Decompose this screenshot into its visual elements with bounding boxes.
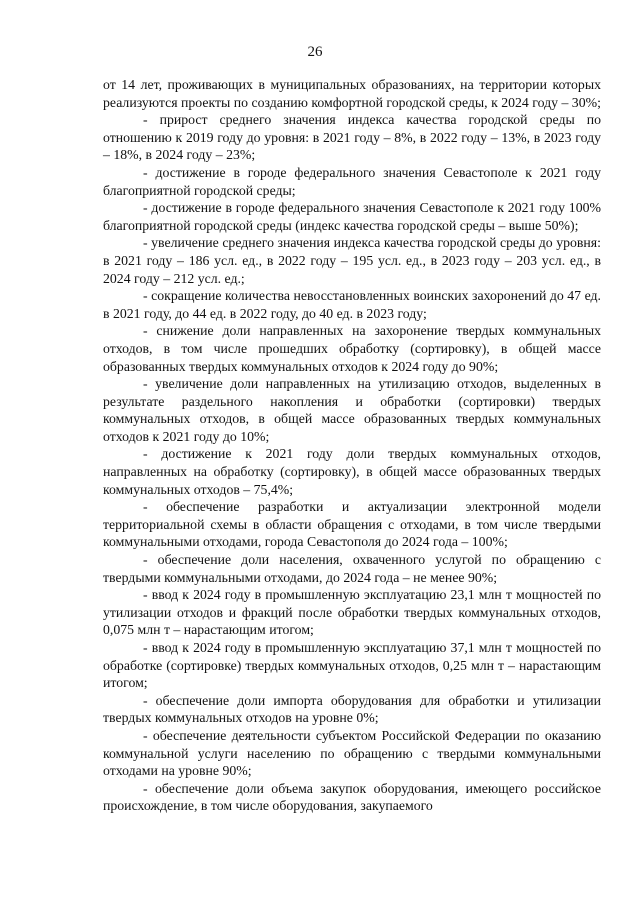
paragraph: - достижение к 2021 году доли твердых коммунальных отходов, направленных на обработку (сортировку), в общей массе образованных твердых коммунальных отходов – 75,4%;	[103, 446, 601, 497]
paragraph: - прирост среднего значения индекса качества городской среды по отношению к 2019 году до уровня: в 2021 году – 8%, в 2022 году – 13%, в 2023 году – 18%, в 2024 году – 23%;	[103, 112, 601, 163]
paragraph: - ввод к 2024 году в промышленную эксплуатацию 23,1 млн т мощностей по утилизации отходов и фракций после обработки твердых коммунальных отходов, 0,075 млн т – нарастающим итогом;	[103, 587, 601, 638]
paragraph: - обеспечение доли объема закупок оборудования, имеющего российское происхождение, в том числе оборудования, закупаемого	[103, 780, 601, 814]
paragraph: - сокращение количества невосстановленных воинских захоронений до 47 ед. в 2021 году, до 44 ед. в 2022 году, до 40 ед. в 2023 году;	[103, 288, 601, 321]
paragraph: - увеличение среднего значения индекса качества городской среды до уровня: в 2021 году – 186 усл. ед., в 2022 году – 195 усл. ед., в 2023 году – 203 усл. ед., в 2024 году – 212 усл. ед.;	[103, 235, 601, 286]
paragraph: - достижение в городе федерального значения Севастополе к 2021 году 100% благоприятной городской среды (индекс качества городской среды – выше 50%);	[103, 200, 601, 233]
paragraph: - обеспечение доли импорта оборудования для обработки и утилизации твердых коммунальных отходов на уровне 0%;	[103, 692, 601, 726]
page-number: 26	[307, 44, 323, 60]
paragraph: - ввод к 2024 году в промышленную эксплуатацию 37,1 млн т мощностей по обработке (сортировке) твердых коммунальных отходов, 0,25 млн т – нарастающим итогом;	[103, 640, 601, 691]
paragraph: - снижение доли направленных на захоронение твердых коммунальных отходов, в том числе прошедших обработку (сортировку), в общей массе образованных твердых коммунальных отходов к 2024 году до 90%;	[103, 323, 601, 374]
body-text	[103, 76, 601, 815]
paragraph: - обеспечение разработки и актуализации электронной модели территориальной схемы в области обращения с отходами, в том числе твердыми коммунальными отходами, города Севастополя до 2024 года – 100%;	[103, 499, 601, 550]
paragraph: - обеспечение деятельности субъектом Российской Федерации по оказанию коммунальной услуги населению по обращению с твердыми коммунальными отходами на уровне 90%;	[103, 727, 601, 779]
paragraph: - достижение в городе федерального значения Севастополе к 2021 году благоприятной городской среды;	[103, 164, 601, 198]
paragraph: - увеличение доли направленных на утилизацию отходов, выделенных в результате раздельного накопления и обработки (сортировки) твердых коммунальных отходов, в общей массе образованных твердых коммунальных отходов к 2021 году до 10%;	[103, 376, 601, 444]
paragraph: - обеспечение доли населения, охваченного услугой по обращению с твердыми коммунальными отходами, до 2024 года – не менее 90%;	[103, 552, 601, 585]
paragraph: от 14 лет, проживающих в муниципальных образованиях, на территории которых реализуются проекты по созданию комфортной городской среды, к 2024 году – 30%;	[103, 77, 601, 110]
